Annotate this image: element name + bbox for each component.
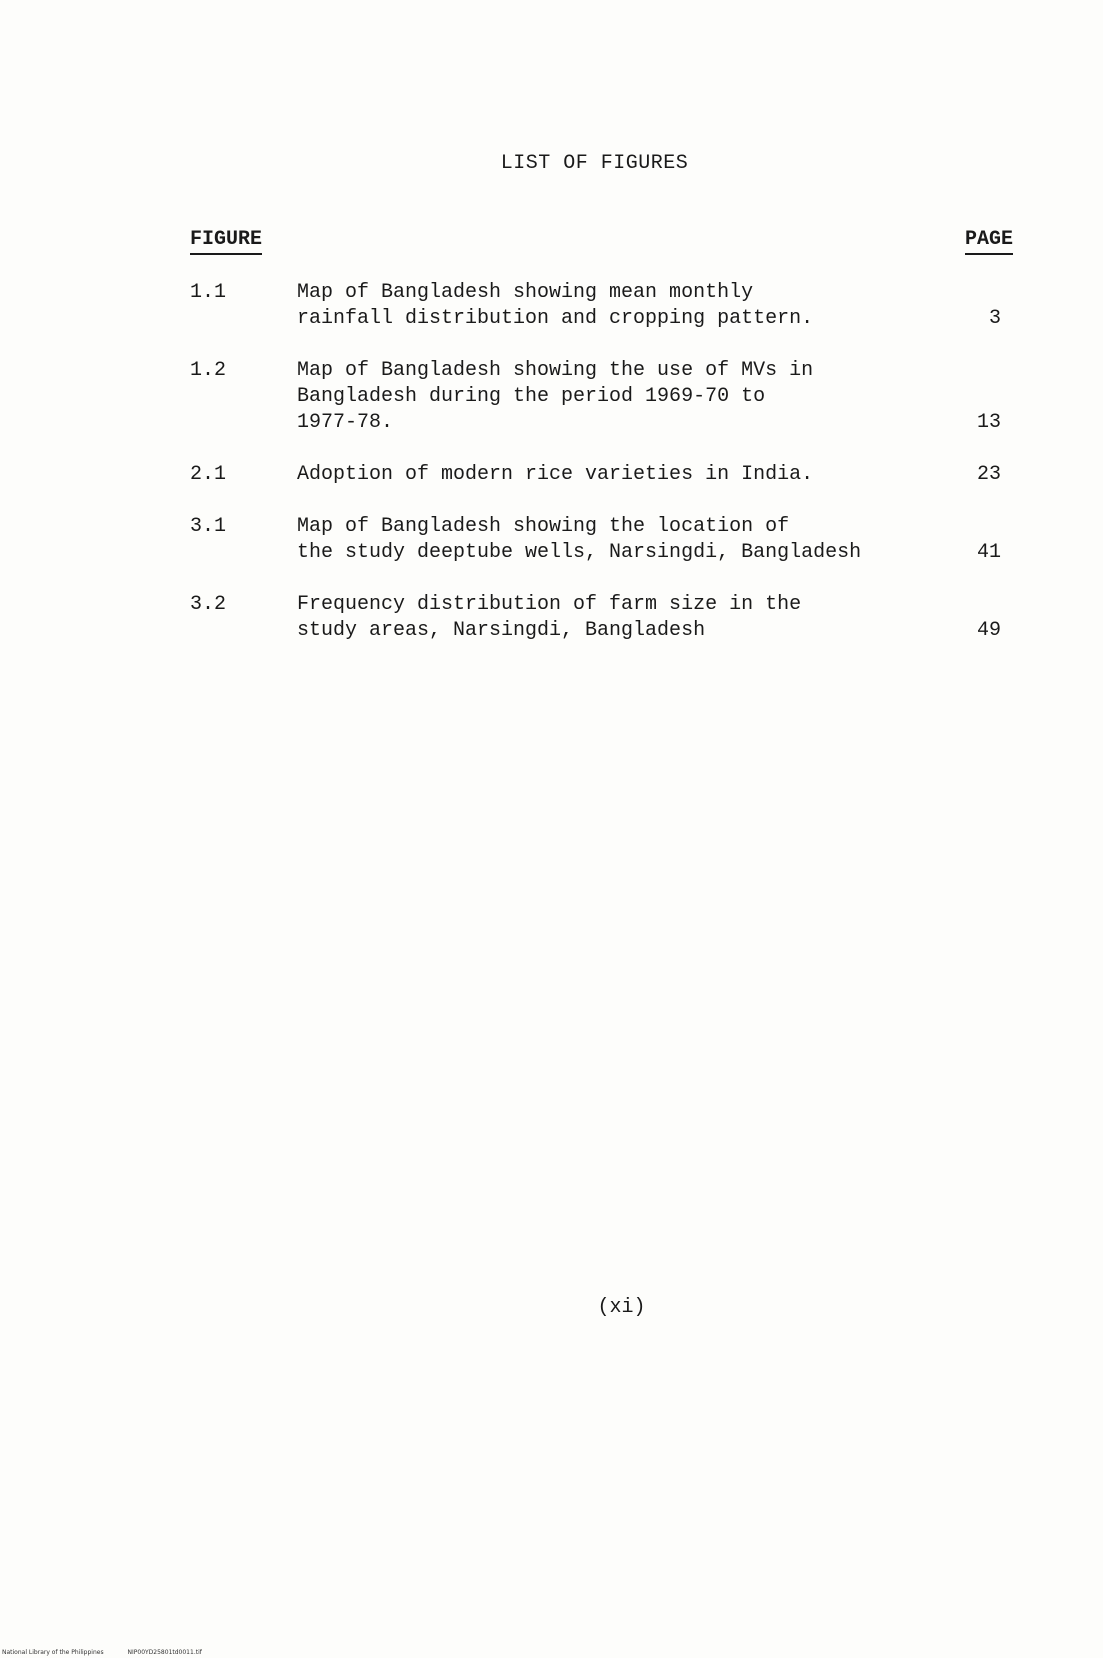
figure-entry — [190, 462, 1015, 488]
figure-entry — [190, 514, 1015, 566]
figure-list — [190, 280, 1015, 670]
figure-entry — [190, 358, 1015, 436]
figure-page-number: 23 — [976, 463, 1001, 486]
figure-caption: Map of Bangladesh showing the use of MVs in Bangladesh during the period 1969-70 to 1977-78. — [297, 359, 814, 434]
figure-page-number: 13 — [976, 411, 1001, 434]
scan-file-name: NIP00YD25801td0011.tif — [127, 1649, 202, 1656]
figure-page-number: 41 — [976, 541, 1001, 564]
figure-page-number: 49 — [976, 619, 1001, 642]
figure-number: 3.1 — [190, 515, 227, 538]
figure-number: 2.1 — [190, 463, 227, 486]
page-folio: (xi) — [597, 1296, 646, 1319]
page-column-header: PAGE — [965, 228, 1013, 255]
figure-number: 3.2 — [190, 593, 227, 616]
page-title: LIST OF FIGURES — [500, 152, 689, 175]
figure-entry — [190, 592, 1015, 644]
figure-number: 1.1 — [190, 281, 227, 304]
figure-caption: Frequency distribution of farm size in the study areas, Narsingdi, Bangladesh — [297, 593, 802, 642]
figure-page-number: 3 — [988, 307, 1001, 330]
figure-caption: Map of Bangladesh showing mean monthly rainfall distribution and cropping pattern. — [297, 281, 814, 330]
figure-caption: Map of Bangladesh showing the location of the study deeptube wells, Narsingdi, Bangladesh — [297, 515, 862, 564]
figure-entry — [190, 280, 1015, 332]
figure-number: 1.2 — [190, 359, 227, 382]
library-credit: National Library of the Philippines — [2, 1649, 104, 1656]
scan-footer-stamp — [2, 1649, 224, 1656]
figure-caption: Adoption of modern rice varieties in India. — [297, 463, 814, 486]
figure-column-header: FIGURE — [190, 228, 262, 255]
